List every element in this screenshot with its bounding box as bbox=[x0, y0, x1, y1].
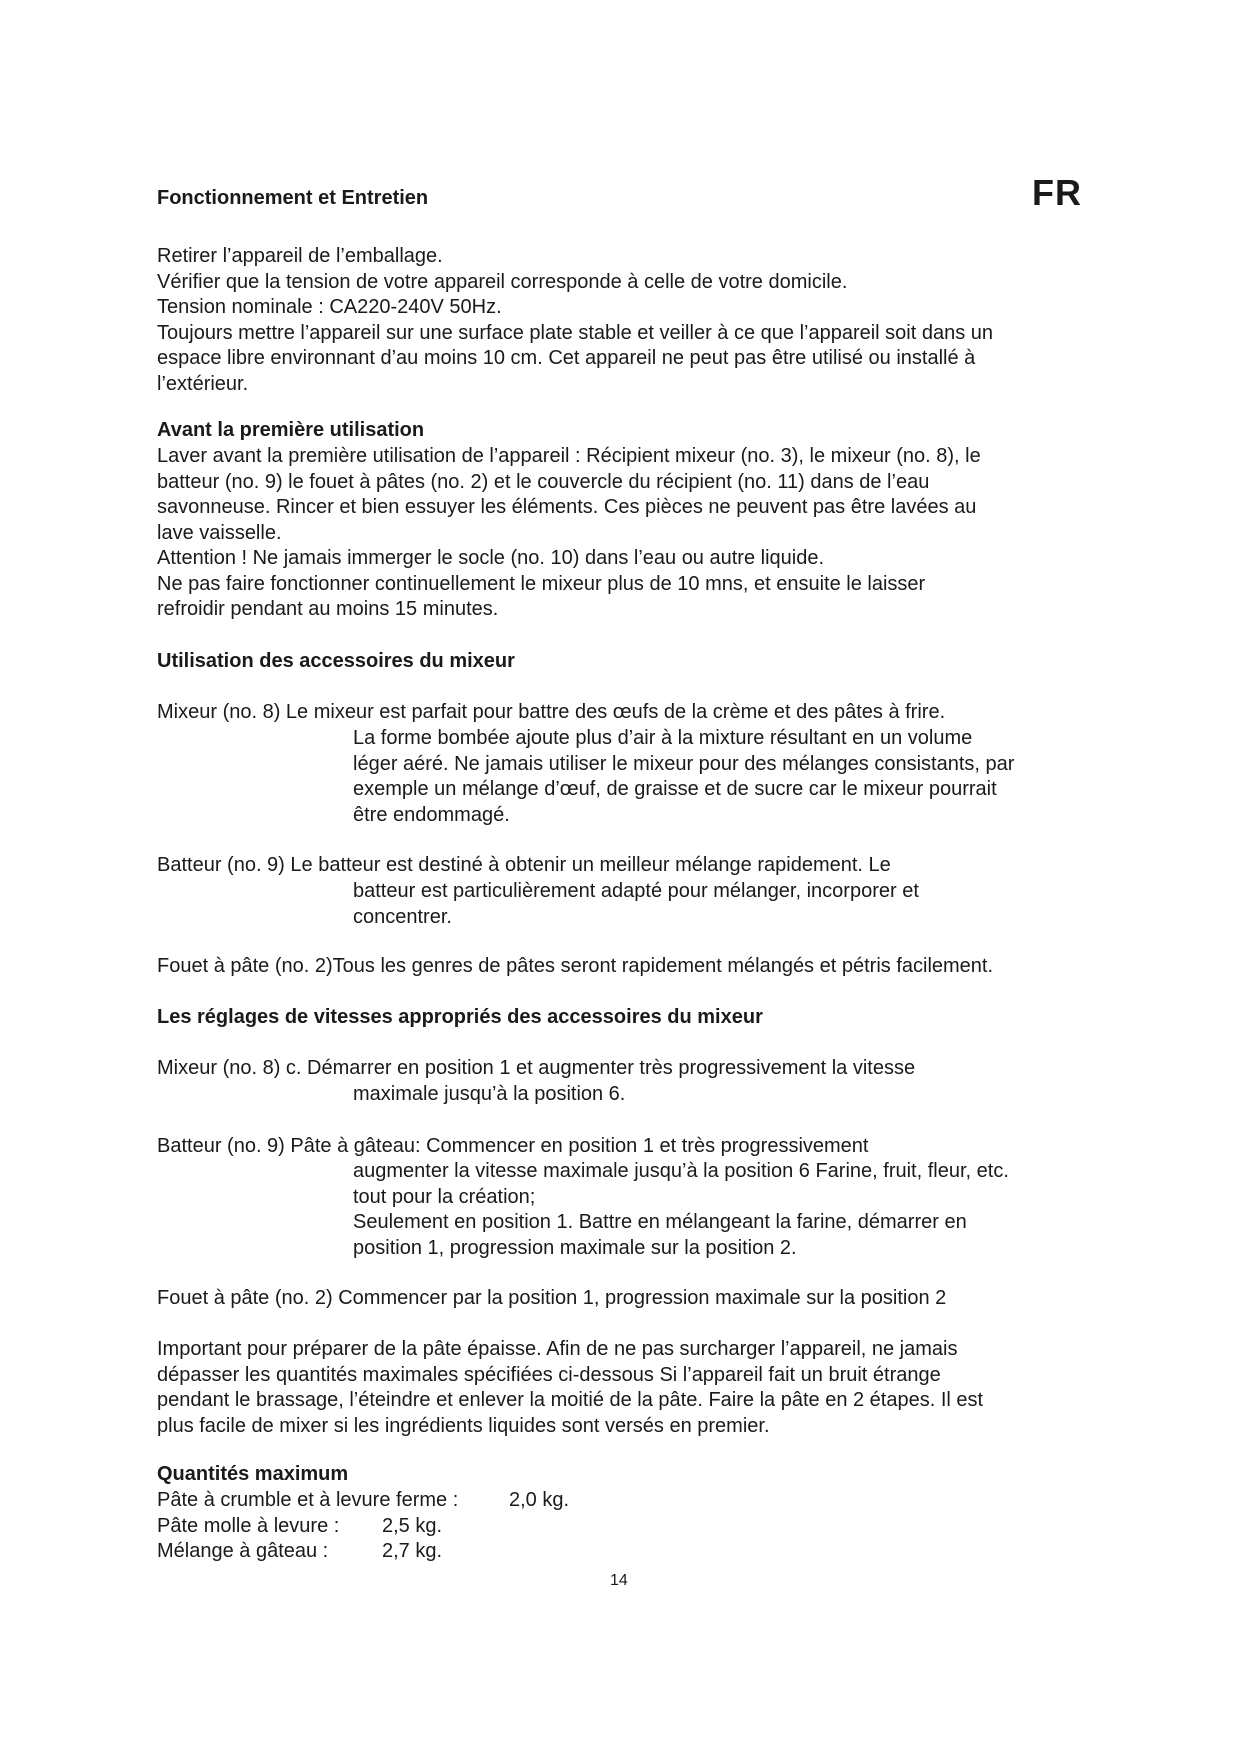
text-line: Vérifier que la tension de votre appareil corresponde à celle de votre domicile. bbox=[157, 270, 848, 293]
quantity-row bbox=[157, 1539, 443, 1565]
quantity-value: 2,0 kg. bbox=[509, 1489, 570, 1511]
text-line: espace libre environnant d’au moins 10 cm. Cet appareil ne peut pas être utilisé ou installé à bbox=[157, 347, 976, 369]
text-line: Laver avant la première utilisation de l’appareil : Récipient mixeur (no. 3), le mixeur (no. 8), le bbox=[157, 445, 981, 467]
avant-paragraph bbox=[157, 444, 981, 623]
heading-utilisation: Utilisation des accessoires du mixeur bbox=[157, 650, 515, 672]
usage-mixeur-first: Mixeur (no. 8) Le mixeur est parfait pour battre des œufs de la crème et des pâtes à frire. bbox=[157, 701, 946, 723]
quantity-label: Pâte molle à levure : bbox=[157, 1515, 340, 1537]
usage-batteur-first: Batteur (no. 9) Le batteur est destiné à obtenir un meilleur mélange rapidement. Le bbox=[157, 854, 891, 876]
text-line: batteur est particulièrement adapté pour mélanger, incorporer et bbox=[353, 880, 919, 902]
speed-mixeur-desc bbox=[353, 1082, 625, 1108]
speed-batteur-first: Batteur (no. 9) Pâte à gâteau: Commencer en position 1 et très progressivement bbox=[157, 1135, 869, 1157]
speed-batteur-desc bbox=[353, 1159, 1009, 1261]
speed-mixeur-first: Mixeur (no. 8) c. Démarrer en position 1 et augmenter très progressivement la vitesse bbox=[157, 1057, 916, 1079]
quantity-value: 2,5 kg. bbox=[382, 1515, 443, 1537]
text-line: augmenter la vitesse maximale jusqu’à la position 6 Farine, fruit, fleur, etc. bbox=[353, 1160, 1009, 1182]
speed-fouet: Fouet à pâte (no. 2) Commencer par la position 1, progression maximale sur la position 2 bbox=[157, 1287, 947, 1309]
text-line: Toujours mettre l’appareil sur une surface plate stable et veiller à ce que l’appareil soit dans un bbox=[157, 321, 994, 344]
text-line: La forme bombée ajoute plus d’air à la mixture résultant en un volume bbox=[353, 727, 973, 749]
text-line: Seulement en position 1. Battre en mélangeant la farine, démarrer en bbox=[353, 1211, 967, 1233]
text-line: exemple un mélange d’œuf, de graisse et de sucre car le mixeur pourrait bbox=[353, 778, 997, 800]
quantity-label: Mélange à gâteau : bbox=[157, 1540, 329, 1562]
intro-paragraph bbox=[157, 244, 993, 397]
text-line: lave vaisselle. bbox=[157, 521, 282, 544]
text-line: l’extérieur. bbox=[157, 372, 249, 395]
quantity-label: Pâte à crumble et à levure ferme : bbox=[157, 1489, 459, 1511]
heading-quantites: Quantités maximum bbox=[157, 1463, 349, 1485]
text-line: concentrer. bbox=[353, 905, 452, 928]
text-line: pendant le brassage, l’éteindre et enlever la moitié de la pâte. Faire la pâte en 2 étapes. Il est bbox=[157, 1389, 984, 1411]
text-line: léger aéré. Ne jamais utiliser le mixeur pour des mélanges consistants, par bbox=[353, 752, 1015, 775]
text-line: refroidir pendant au moins 15 minutes. bbox=[157, 598, 499, 620]
text-line: batteur (no. 9) le fouet à pâtes (no. 2) et le couvercle du récipient (no. 11) dans de l’eau bbox=[157, 470, 930, 493]
text-line: Tension nominale : CA220-240V 50Hz. bbox=[157, 296, 502, 318]
text-line: tout pour la création; bbox=[353, 1185, 536, 1208]
usage-batteur-desc bbox=[353, 879, 919, 930]
page-number: 14 bbox=[610, 1572, 628, 1589]
usage-mixeur-desc bbox=[353, 726, 1014, 828]
language-label: FR bbox=[1032, 172, 1082, 213]
quantity-value: 2,7 kg. bbox=[382, 1540, 443, 1562]
quantity-row bbox=[157, 1488, 570, 1514]
text-line: plus facile de mixer si les ingrédients liquides sont versés en premier. bbox=[157, 1414, 770, 1437]
quantity-row bbox=[157, 1514, 443, 1540]
text-line: Important pour préparer de la pâte épaisse. Afin de ne pas surcharger l’appareil, ne jamais bbox=[157, 1338, 958, 1360]
heading-reglages: Les réglages de vitesses appropriés des accessoires du mixeur bbox=[157, 1006, 763, 1028]
text-line: maximale jusqu’à la position 6. bbox=[353, 1083, 626, 1105]
usage-fouet: Fouet à pâte (no. 2)Tous les genres de pâtes seront rapidement mélangés et pétris facilement. bbox=[157, 955, 994, 977]
text-line: Retirer l’appareil de l’emballage. bbox=[157, 245, 443, 267]
text-line: être endommagé. bbox=[353, 803, 510, 826]
text-line: Ne pas faire fonctionner continuellement le mixeur plus de 10 mns, et ensuite le laisser bbox=[157, 572, 926, 595]
text-line: Attention ! Ne jamais immerger le socle (no. 10) dans l’eau ou autre liquide. bbox=[157, 547, 825, 569]
section-title: Fonctionnement et Entretien bbox=[157, 187, 429, 209]
important-paragraph bbox=[157, 1337, 983, 1439]
text-line: dépasser les quantités maximales spécifiées ci-dessous Si l’appareil fait un bruit étrange bbox=[157, 1363, 941, 1386]
text-line: savonneuse. Rincer et bien essuyer les éléments. Ces pièces ne peuvent pas être lavées au bbox=[157, 496, 977, 518]
heading-avant: Avant la première utilisation bbox=[157, 419, 425, 441]
text-line: position 1, progression maximale sur la position 2. bbox=[353, 1236, 797, 1259]
